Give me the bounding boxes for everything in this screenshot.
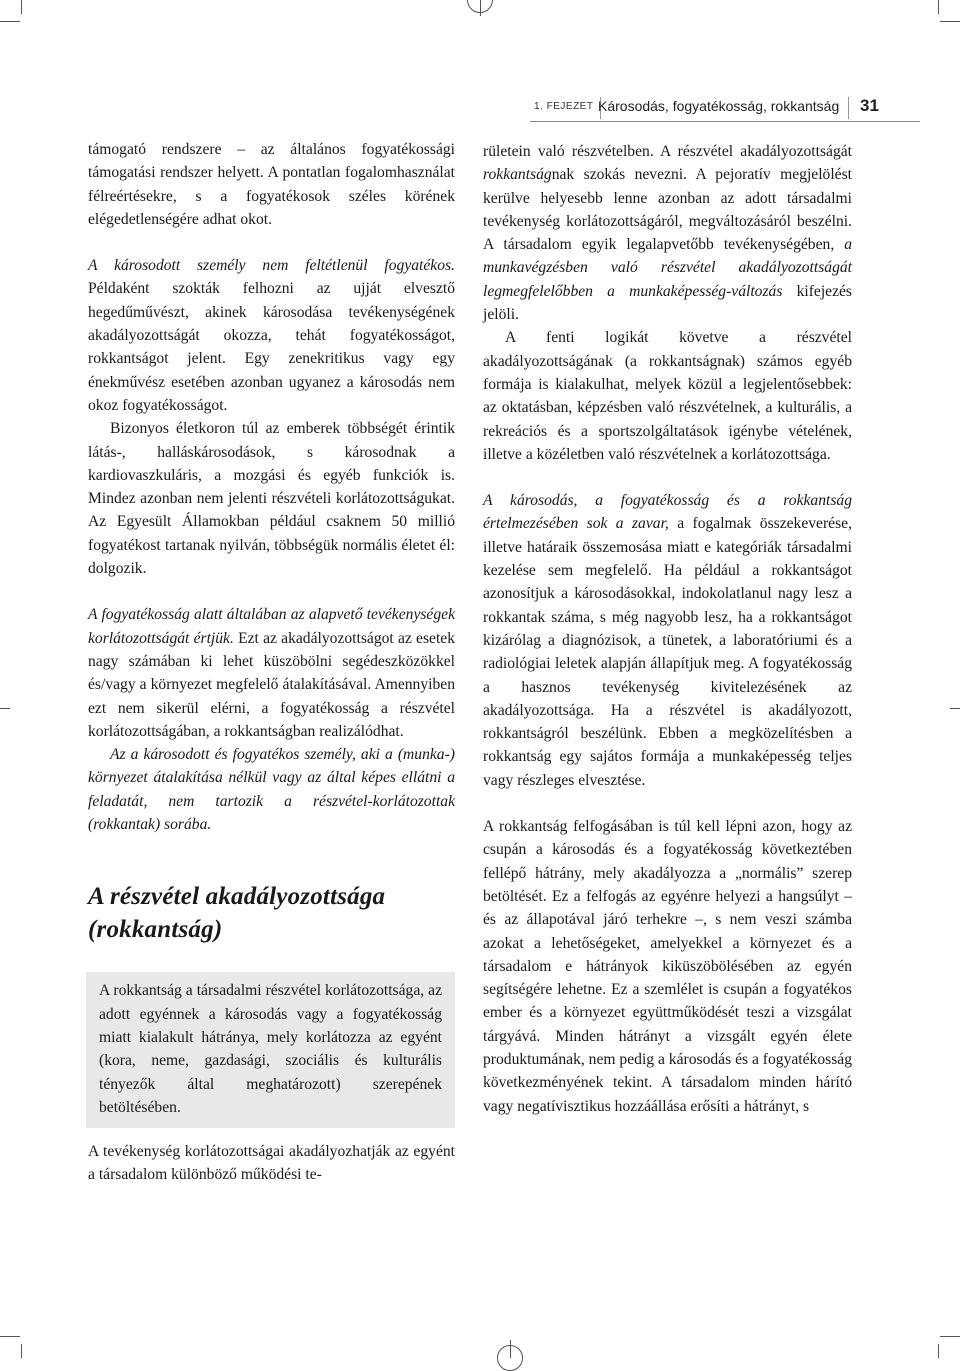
running-header [530,95,920,122]
crop-mark [938,0,939,14]
paragraph: A fogyatékosság alatt általában az alapvető tevékenységek korlátozottságát értjük. Ezt az akadályozottságot az esetek nagy számában ki lehet küszöbölni segédeszközökkel és/vagy a környezet megfelelő átalakításával. Amennyiben ezt nem sikerül elérni, a fogyatékosság a részvétel korlátozottságában, a rokkantságban realizálódhat. [88,606,455,740]
definition-box [86,972,455,1128]
paragraph: Bizonyos életkoron túl az emberek többségét érintik látás-, halláskárosodások, s károsodnak a kardiovaszkuláris, a mozgási és egyéb funkciók is. Mindez azonban nem jelenti részvételi korlátozottságukat. Az Egyesült Államokban például csaknem 50 millió fogyatékost tartanak nyilván, többségük normális életet él: dolgozik. [88,420,455,578]
paragraph: A károsodott személy nem feltétlenül fogyatékos. Példaként szokták felhozni az ujját elvesztő hegedűművészt, akinek károsodása tevékenységének akadályozottságát okozza, tehát fogyatékosságot, rokkantságot jelent. Egy zenekritikus vagy egy énekművész esetében azonban ugyanez a károsodás nem okoz fogyatékosságot. [88,257,455,414]
page-number: 31 [860,96,879,115]
crop-mark [0,21,20,22]
registration-mark-right [950,708,960,709]
italic-lead: A fogyatékosság alatt általában az alapvető tevékenységek korlátozottságát értjük. [88,606,455,647]
paragraph: A károsodás, a fogyatékosság és a rokkantság értelmezésében sok a zavar, a fogalmak összekeverése, illetve határaik összemosása miatt e kategóriák társadalmi kezelése sem megfelelő. Ha például a rokkantságot azonosítjuk a károsodásokkal, indokolatlanul nagy lesz a rokkantak száma, s még nagyobb lesz, ha a rokkantságot kizárólag a diagnózisok, a tünetek, a laboratóriumi és a radiológiai leletek alapján állapítjuk meg. A fogyatékosság a hasznos tevékenység kivitelezésének az akadályozottsága. Ha a részvétel is akadályozott, rokkantságról beszélünk. Ebben a megközelítésben a rokkantság egy sajátos formája a munkaképesség teljes vagy részleges elvesztése. [483,492,852,789]
registration-mark-top [480,0,481,16]
registration-mark-left [0,708,10,709]
paragraph: A rokkantság felfogásában is túl kell lépni azon, hogy az csupán a károsodás és a fogyatékosság következtében fellépő hátrány, mely akadályozza a „normális” szerep betöltését. Ez a felfogás az egyénre helyezi a hangsúlyt – és az állapotával járó terhekre –, s nem veszi számba azokat a lehetőségeket, amelyekkel a környezet és a társadalom e hátrányok kiküszöbölésében az egyén segítségére lehetne. Ez a szemlélet is csupán a fogyatékos ember és a környezet együttműködését teszi a vizsgálat tárgyává. Minden hátrányt a vizsgált egyén élete produktumának, nem pedig a károsodás és a fogyatékosság következményének tekint. A társadalom minden hárító vagy negatívisztikus hozzáállása erősíti a hátrányt, s [483,818,852,1115]
paragraph [88,743,455,836]
paragraph: rületein való részvételben. A részvétel akadályozottságát rokkantságnak szokás nevezni. A pejoratív megjelölést kerülve helyesebb lenne azonban az adott társadalmi tevékenység korlátozottságáról, megváltozásáról beszélni. A társadalom egyik legalapvetőbb tevékenységében, a munkavégzésben való részvétel akadályozottságát legmegfelelőbben a munkaképesség-változás kifejezés jelöli. [483,143,852,324]
crop-mark [21,1344,22,1358]
crop-mark [0,1336,20,1337]
italic-paragraph: Az a károsodott és fogyatékos személy, aki a (munka-) környezet átalakítása nélkül vagy az által képes ellátni a feladatát, nem tartozik a részvétel-korlátozottak (rokkantak) sorába. [88,746,455,834]
header-divider [848,97,849,119]
crop-mark [938,1344,939,1358]
paragraph: támogató rendszere – az általános fogyatékossági támogatási rendszer helyett. A pontatlan fogalomhasználat félreértésekre, s a fogyatékosok széles körének elégedetlenségére adhat okot. [88,141,455,228]
paragraph: A fenti logikát követve a részvétel akadályozottságának (a rokkantságnak) számos egyéb formája is kialakulhat, melyek közül a legjelentősebbek: az oktatásban, képzésben való részvételnek, a kulturális, a rekreációs és a sportszolgáltatások igénybe vételének, illetve a közéletben való részvételnek a korlátozottsága. [483,329,852,463]
registration-mark-bottom [510,1340,511,1358]
chapter-label: 1. FEJEZET [534,101,594,112]
section-heading: A részvétel akadályozottsága (rokkantság) [88,883,386,944]
chapter-title: Károsodás, fogyatékosság, rokkantság [598,98,840,114]
left-column [88,138,455,1187]
definition-text: A rokkantság a társadalmi részvétel korlátozottsága, az adott egyénnek a károsodás vagy a fogyatékosság miatt kialakult hátránya, mely korlátozza az egyént (kora, neme, gazdasági, szociális és kulturális tényezők által meghatározott) szerepének betöltésében. [99,982,442,1116]
crop-mark [940,1336,960,1337]
right-column [483,140,852,1118]
italic-lead: A károsodás, a fogyatékosság és a rokkantság értelmezésében sok a zavar, [483,492,852,533]
crop-mark [940,21,960,22]
paragraph: A tevékenység korlátozottságai akadályozhatják az egyént a társadalom különböző működési te- [88,1143,455,1184]
crop-mark [21,0,22,14]
italic-lead: A károsodott személy nem feltétlenül fogyatékos. [88,257,455,275]
